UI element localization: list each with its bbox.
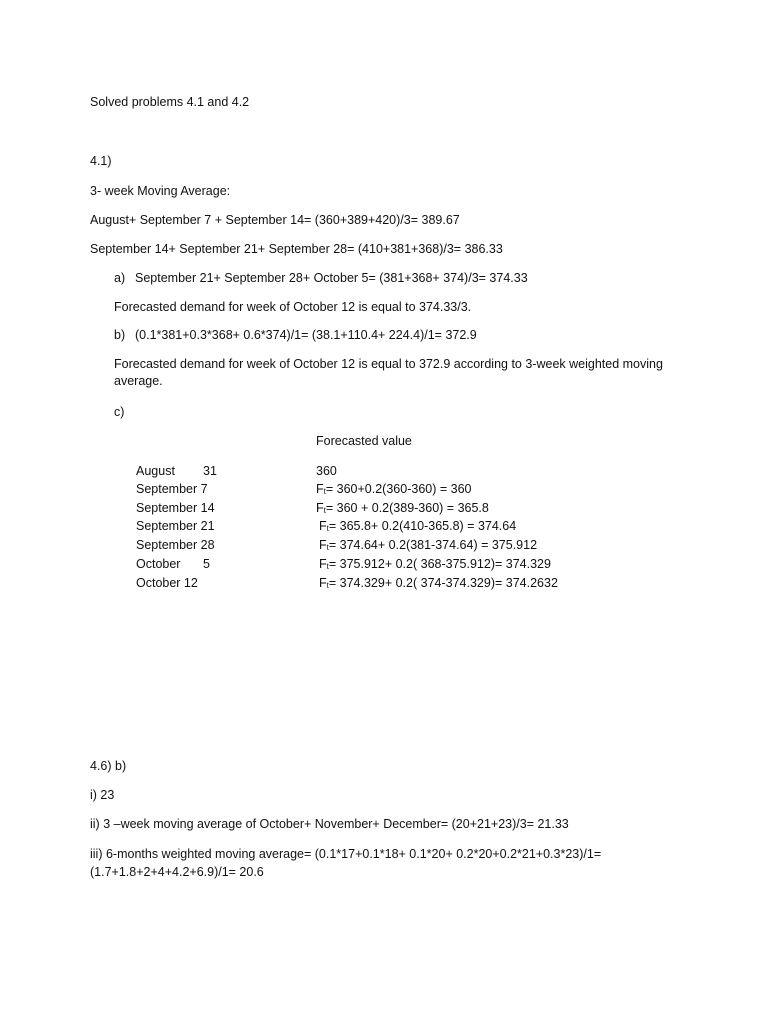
f-symbol: F <box>319 576 327 590</box>
f-symbol: F <box>316 501 324 515</box>
value-text: = 375.912+ 0.2( 368-375.912)= 374.329 <box>328 557 551 571</box>
row-month: August <box>136 464 175 478</box>
row-value <box>316 481 471 500</box>
row-day: 5 <box>203 557 210 571</box>
part-b-marker: b) <box>114 328 126 342</box>
moving-average-line-1: August+ September 7 + September 14= (360+389+420)/3= 389.67 <box>90 213 460 227</box>
f-symbol: F <box>316 482 324 496</box>
t-subscript: t <box>326 562 329 571</box>
answer-iii-line-2: (1.7+1.8+2+4+4.2+6.9)/1= 20.6 <box>90 865 264 879</box>
row-month: October 12 <box>136 576 198 590</box>
t-subscript: t <box>326 524 329 533</box>
part-a-marker: a) <box>114 271 126 285</box>
part-a-forecast: Forecasted demand for week of October 12 is equal to 374.33/3. <box>114 300 472 314</box>
value-text: = 360+0.2(360-360) = 360 <box>325 482 472 496</box>
row-value <box>319 556 551 575</box>
row-month: September 14 <box>136 501 215 515</box>
f-symbol: F <box>319 557 327 571</box>
problem-4-6-heading: 4.6) b) <box>90 759 127 773</box>
row-value: 360 <box>316 464 337 478</box>
answer-i: i) 23 <box>90 788 115 802</box>
answer-iii-line-1: iii) 6-months weighted moving average= (0.1*17+0.1*18+ 0.1*20+ 0.2*20+0.2*21+0.3*23)/1= <box>90 847 602 861</box>
row-month: September 7 <box>136 482 208 496</box>
value-text: = 365.8+ 0.2(410-365.8) = 374.64 <box>328 519 517 533</box>
row-month: September 28 <box>136 538 215 552</box>
moving-average-line-2: September 14+ September 21+ September 28= (410+381+368)/3= 386.33 <box>90 242 503 256</box>
t-subscript: t <box>323 506 326 515</box>
row-value <box>319 518 516 537</box>
t-subscript: t <box>326 581 329 590</box>
value-text: = 374.64+ 0.2(381-374.64) = 375.912 <box>328 538 538 552</box>
part-c-marker: c) <box>114 405 125 419</box>
part-a-text: September 21+ September 28+ October 5= (381+368+ 374)/3= 374.33 <box>135 271 528 285</box>
row-month: October <box>136 557 181 571</box>
value-text: = 360 + 0.2(389-360) = 365.8 <box>325 501 489 515</box>
f-symbol: F <box>319 538 327 552</box>
row-value <box>319 537 537 556</box>
row-day: 31 <box>203 464 217 478</box>
t-subscript: t <box>323 487 326 496</box>
answer-ii: ii) 3 –week moving average of October+ November+ December= (20+21+23)/3= 21.33 <box>90 817 569 831</box>
moving-average-label: 3- week Moving Average: <box>90 184 231 198</box>
problem-4-1-heading: 4.1) <box>90 154 112 168</box>
f-symbol: F <box>319 519 327 533</box>
part-b-forecast: Forecasted demand for week of October 12 is equal to 372.9 according to 3-week weighted moving average. <box>114 357 663 388</box>
row-month: September 21 <box>136 519 215 533</box>
row-value <box>316 500 489 519</box>
value-text: = 374.329+ 0.2( 374-374.329)= 374.2632 <box>328 576 558 590</box>
page-title: Solved problems 4.1 and 4.2 <box>90 95 250 109</box>
table-header: Forecasted value <box>316 434 412 448</box>
part-b-text: (0.1*381+0.3*368+ 0.6*374)/1= (38.1+110.4+ 224.4)/1= 372.9 <box>135 328 477 342</box>
t-subscript: t <box>326 543 329 552</box>
row-value <box>319 575 558 594</box>
